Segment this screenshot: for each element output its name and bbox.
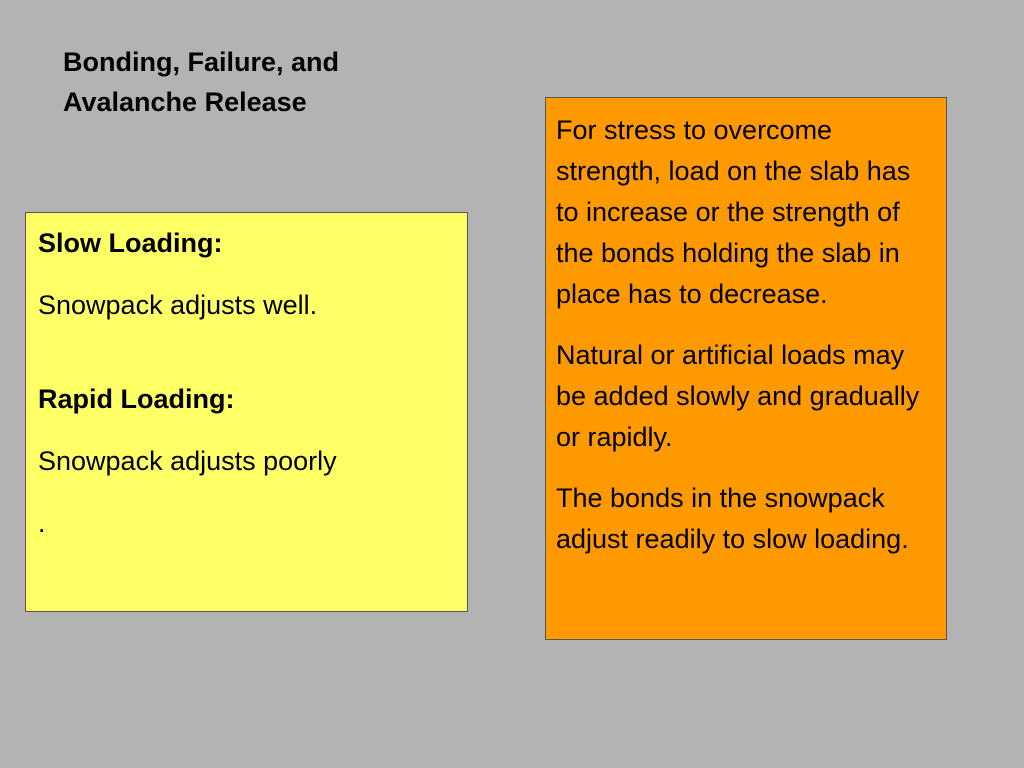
explanation-paragraph-1: For stress to overcome strength, load on the slab has to increase or the strength of the bonds holding the slab in place has to decrease. — [556, 115, 911, 309]
slow-loading-heading: Slow Loading: — [38, 228, 223, 258]
slide-title — [63, 42, 339, 122]
rapid-loading-heading: Rapid Loading: — [38, 384, 235, 414]
trailing-period: . — [38, 508, 46, 538]
slow-loading-text: Snowpack adjusts well. — [38, 290, 318, 320]
spacer — [38, 321, 455, 383]
title-line-2: Avalanche Release — [63, 87, 307, 117]
explanation-paragraph-3: The bonds in the snowpack adjust readily to slow loading. — [556, 483, 909, 554]
explanation-paragraph-2: Natural or artificial loads may be added slowly and gradually or rapidly. — [556, 340, 920, 452]
title-line-1: Bonding, Failure, and — [63, 47, 339, 77]
loading-comparison-box — [25, 212, 468, 612]
rapid-loading-text: Snowpack adjusts poorly — [38, 446, 337, 476]
explanation-box — [545, 97, 947, 640]
